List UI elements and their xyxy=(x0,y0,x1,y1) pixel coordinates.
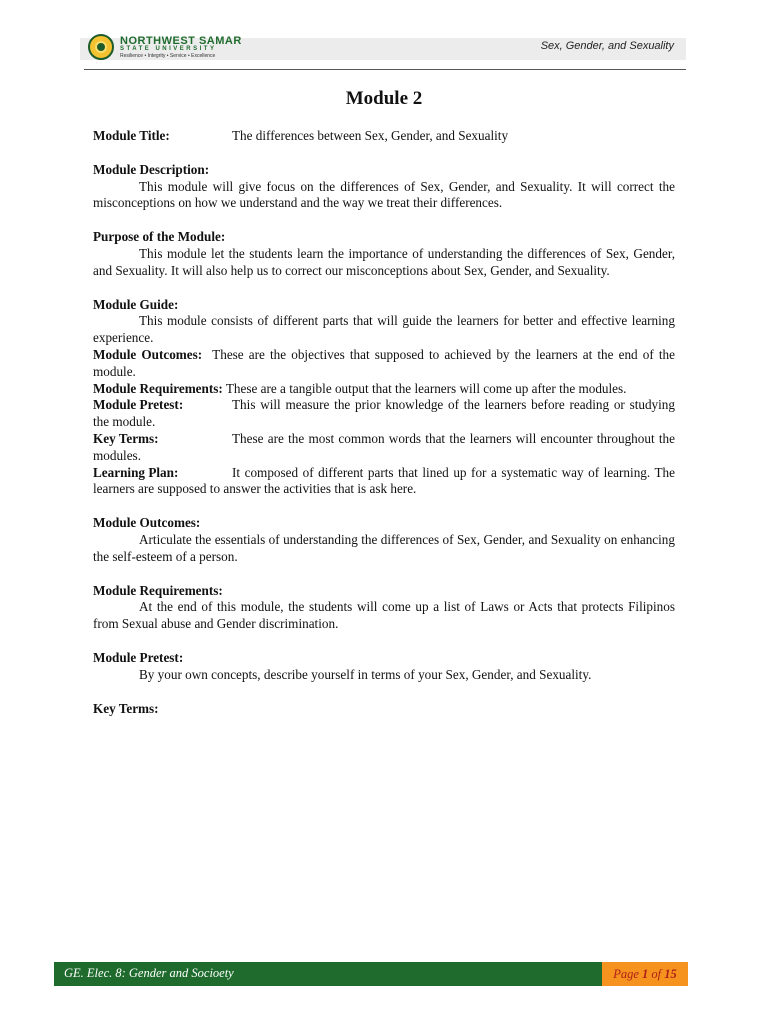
key-terms-section xyxy=(93,701,675,718)
pretest-text: By your own concepts, describe yourself in terms of your Sex, Gender, and Sexuality. xyxy=(139,666,592,682)
page-prefix: Page xyxy=(613,967,643,981)
requirements-label: Module Requirements: xyxy=(93,582,223,598)
key-terms-label: Key Terms: xyxy=(93,700,159,716)
guide-item-label: Key Terms: xyxy=(93,430,159,446)
page-footer xyxy=(54,962,688,986)
description-label: Module Description: xyxy=(93,161,210,177)
module-title-label: Module Title: xyxy=(93,128,170,143)
guide-section xyxy=(93,297,675,499)
university-name: NORTHWEST SAMAR xyxy=(120,35,242,47)
page-title: Module 2 xyxy=(345,88,423,109)
outcomes-text: Articulate the essentials of understanding the differences of Sex, Gender, and Sexuality on enhancing the self-esteem of a person. xyxy=(93,531,675,564)
purpose-label: Purpose of the Module: xyxy=(93,229,226,245)
guide-item-label: Module Outcomes: xyxy=(93,346,203,362)
guide-item xyxy=(93,465,675,499)
guide-item-text: These are a tangible output that the learners will come up after the modules. xyxy=(225,380,627,396)
guide-item-text: These are the objectives that supposed to achieved by the learners at the end of the module. xyxy=(93,346,675,379)
course-name: GE. Elec. 8: Gender and Socioety xyxy=(64,966,234,980)
outcomes-section xyxy=(93,515,675,565)
requirements-section xyxy=(93,583,675,633)
document-subject: Sex, Gender, and Sexuality xyxy=(540,40,674,52)
page-number xyxy=(602,962,688,986)
guide-item-text: This will measure the prior knowledge of the learners before reading or studying the module. xyxy=(93,397,675,430)
module-title-value: The differences between Sex, Gender, and Sexuality xyxy=(232,128,509,143)
guide-item-label: Learning Plan: xyxy=(93,464,179,480)
pretest-label: Module Pretest: xyxy=(93,649,184,665)
guide-label: Module Guide: xyxy=(93,296,179,312)
requirements-text: At the end of this module, the students will come up a list of Laws or Acts that protects Filipinos from Sexual abuse and Gender discrimination. xyxy=(93,599,675,632)
purpose-section xyxy=(93,229,675,279)
guide-item xyxy=(93,397,675,431)
description-section xyxy=(93,162,675,212)
page-of: of xyxy=(648,967,665,981)
module-title-row xyxy=(93,128,675,145)
header-divider xyxy=(84,69,686,70)
outcomes-label: Module Outcomes: xyxy=(93,515,201,531)
page-total: 15 xyxy=(664,967,677,981)
pretest-section xyxy=(93,650,675,684)
page-header xyxy=(80,32,686,68)
university-tagline: Resilience • Integrity • Service • Excellence xyxy=(120,53,216,59)
page-current: 1 xyxy=(642,967,649,981)
guide-text: This module consists of different parts that will guide the learners for better and effective learning experience. xyxy=(93,313,675,346)
university-seal-logo-icon xyxy=(88,34,114,60)
guide-item-label: Module Pretest: xyxy=(93,397,184,413)
document-body xyxy=(93,88,675,717)
guide-item-text: These are the most common words that the learners will encounter throughout the modules. xyxy=(93,430,675,463)
guide-item xyxy=(93,347,675,381)
university-sub: STATE UNIVERSITY xyxy=(120,46,217,52)
purpose-text: This module let the students learn the importance of understanding the differences of Sex, Gender, and Sexuality. It will also help us to correct our misconceptions about Sex, Gender, and Sexuality. xyxy=(93,245,675,278)
description-text: This module will give focus on the differences of Sex, Gender, and Sexuality. It will correct the misconceptions on how we understand and the way we treat their differences. xyxy=(93,178,675,211)
guide-item-text: It composed of different parts that lined up for a systematic way of learning. The learners are supposed to answer the activities that is ask here. xyxy=(93,464,675,497)
guide-item-label: Module Requirements: xyxy=(93,380,223,396)
guide-item xyxy=(93,431,675,465)
university-logo xyxy=(120,35,320,63)
guide-item xyxy=(93,381,675,398)
